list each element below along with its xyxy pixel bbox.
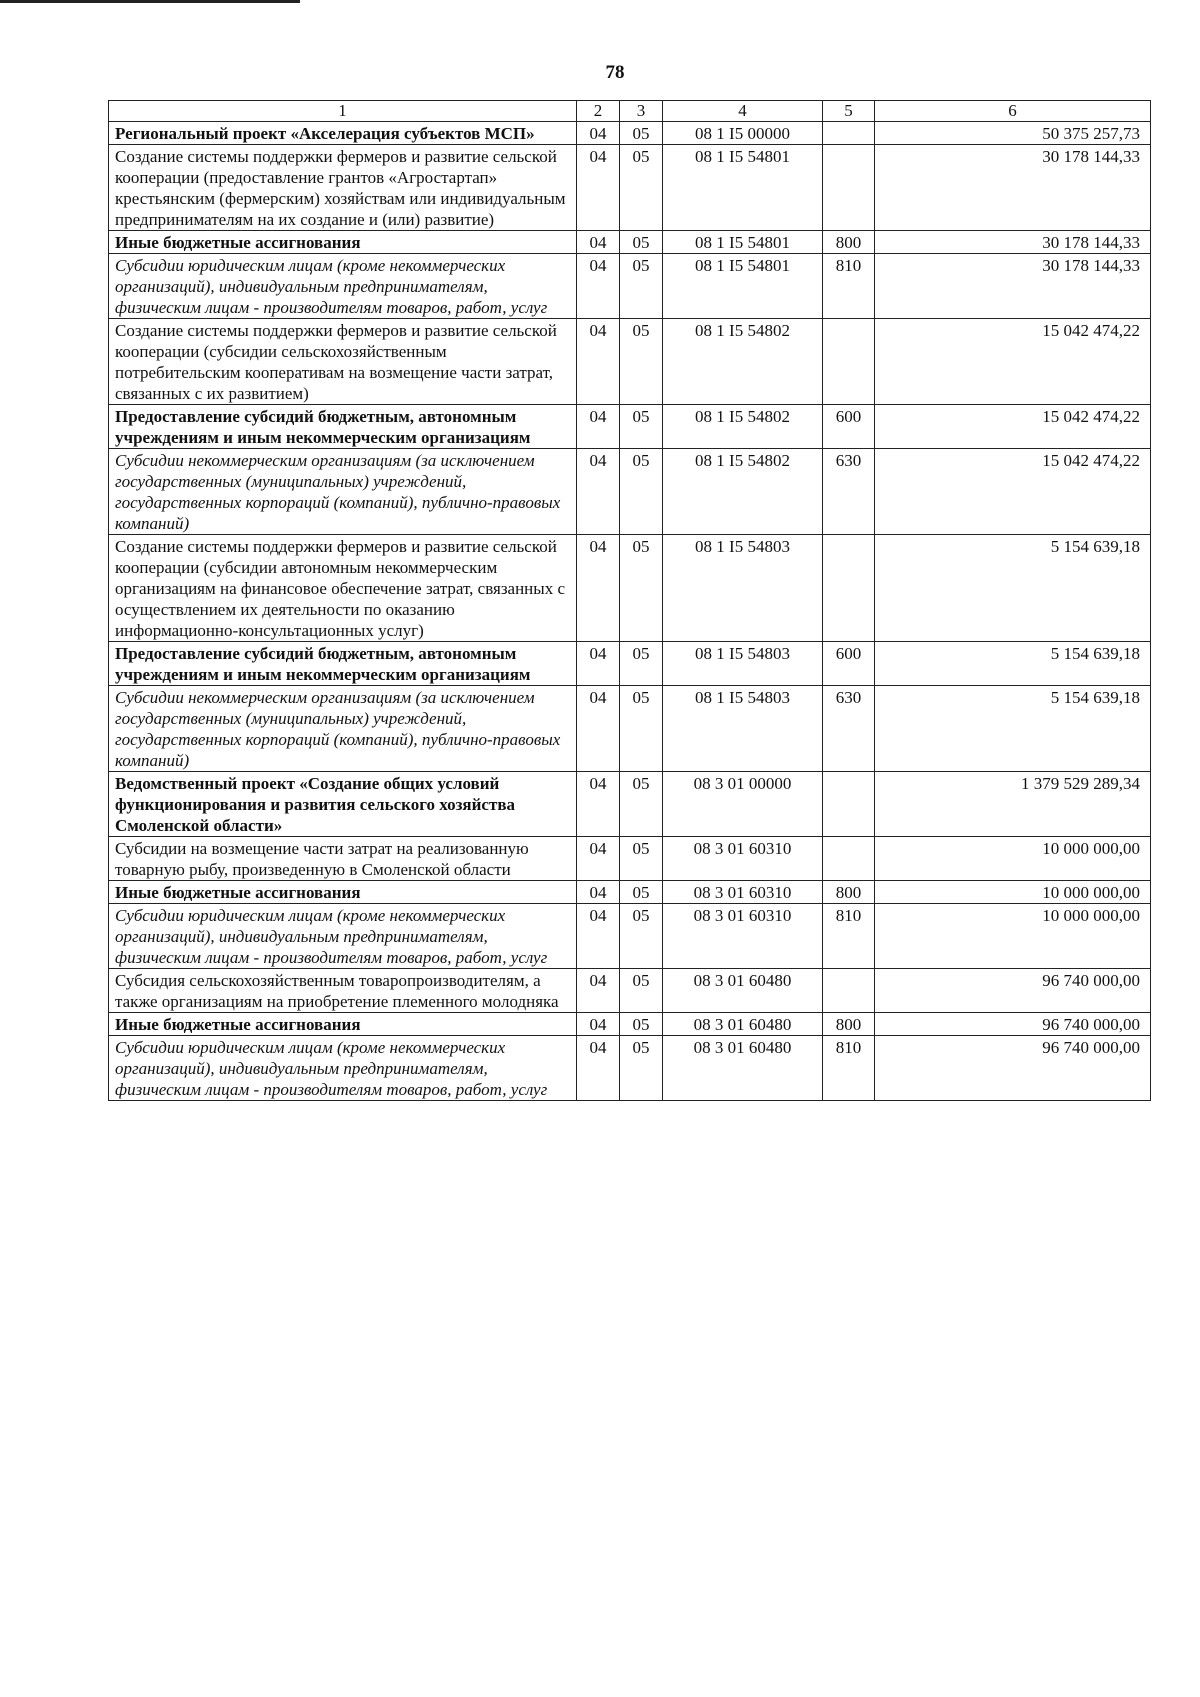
table-header-row — [109, 101, 1151, 122]
row-label: Предоставление субсидий бюджетным, автономным учреждениям и иным некоммерческим организациям — [109, 405, 577, 449]
table-row — [109, 969, 1151, 1013]
row-label: Субсидии юридическим лицам (кроме некоммерческих организаций), индивидуальным предпринимателям, физическим лицам - производителям товаров, работ, услуг — [109, 904, 577, 969]
amount: 50 375 257,73 — [875, 122, 1151, 145]
section-code: 04 — [577, 254, 620, 319]
subsection-code: 05 — [620, 969, 663, 1013]
table-row — [109, 686, 1151, 772]
expense-type-code: 600 — [823, 405, 875, 449]
table-row — [109, 1036, 1151, 1101]
expense-type-code: 800 — [823, 881, 875, 904]
amount: 96 740 000,00 — [875, 1013, 1151, 1036]
target-article-code: 08 1 I5 54803 — [663, 535, 823, 642]
section-code: 04 — [577, 881, 620, 904]
table-row — [109, 254, 1151, 319]
subsection-code: 05 — [620, 319, 663, 405]
amount: 5 154 639,18 — [875, 686, 1151, 772]
target-article-code: 08 1 I5 54803 — [663, 686, 823, 772]
section-code: 04 — [577, 1013, 620, 1036]
amount: 30 178 144,33 — [875, 231, 1151, 254]
top-edge-line — [0, 0, 300, 3]
target-article-code: 08 3 01 60310 — [663, 881, 823, 904]
expense-type-code — [823, 837, 875, 881]
row-label: Субсидии юридическим лицам (кроме некоммерческих организаций), индивидуальным предпринимателям, физическим лицам - производителям товаров, работ, услуг — [109, 1036, 577, 1101]
row-label: Ведомственный проект «Создание общих условий функционирования и развития сельского хозяйства Смоленской области» — [109, 772, 577, 837]
section-code: 04 — [577, 969, 620, 1013]
section-code: 04 — [577, 535, 620, 642]
expense-type-code: 630 — [823, 449, 875, 535]
target-article-code: 08 3 01 60310 — [663, 837, 823, 881]
subsection-code: 05 — [620, 686, 663, 772]
section-code: 04 — [577, 231, 620, 254]
table-row — [109, 904, 1151, 969]
expense-type-code — [823, 535, 875, 642]
row-label: Предоставление субсидий бюджетным, автономным учреждениям и иным некоммерческим организациям — [109, 642, 577, 686]
subsection-code: 05 — [620, 881, 663, 904]
header-cell: 5 — [823, 101, 875, 122]
header-cell: 1 — [109, 101, 577, 122]
expense-type-code — [823, 772, 875, 837]
target-article-code: 08 3 01 00000 — [663, 772, 823, 837]
target-article-code: 08 1 I5 54801 — [663, 145, 823, 231]
row-label: Иные бюджетные ассигнования — [109, 1013, 577, 1036]
section-code: 04 — [577, 145, 620, 231]
row-label: Создание системы поддержки фермеров и развитие сельской кооперации (субсидии автономным некоммерческим организациям на финансовое обеспечение затрат, связанных с осуществлением их деятельности по оказанию информационно-консультационных услуг) — [109, 535, 577, 642]
target-article-code: 08 1 I5 54803 — [663, 642, 823, 686]
table-row — [109, 231, 1151, 254]
budget-table — [108, 100, 1151, 1101]
target-article-code: 08 1 I5 54802 — [663, 405, 823, 449]
table-row — [109, 535, 1151, 642]
subsection-code: 05 — [620, 904, 663, 969]
subsection-code: 05 — [620, 535, 663, 642]
section-code: 04 — [577, 904, 620, 969]
table-row — [109, 319, 1151, 405]
amount: 15 042 474,22 — [875, 405, 1151, 449]
row-label: Субсидии юридическим лицам (кроме некоммерческих организаций), индивидуальным предпринимателям, физическим лицам - производителям товаров, работ, услуг — [109, 254, 577, 319]
header-cell: 3 — [620, 101, 663, 122]
amount: 10 000 000,00 — [875, 904, 1151, 969]
amount: 96 740 000,00 — [875, 1036, 1151, 1101]
expense-type-code: 800 — [823, 231, 875, 254]
amount: 30 178 144,33 — [875, 145, 1151, 231]
section-code: 04 — [577, 122, 620, 145]
section-code: 04 — [577, 686, 620, 772]
table-row — [109, 122, 1151, 145]
amount: 10 000 000,00 — [875, 837, 1151, 881]
section-code: 04 — [577, 405, 620, 449]
section-code: 04 — [577, 1036, 620, 1101]
expense-type-code — [823, 319, 875, 405]
subsection-code: 05 — [620, 772, 663, 837]
expense-type-code: 810 — [823, 904, 875, 969]
page-number: 78 — [605, 62, 625, 83]
subsection-code: 05 — [620, 231, 663, 254]
target-article-code: 08 3 01 60480 — [663, 1036, 823, 1101]
expense-type-code: 630 — [823, 686, 875, 772]
expense-type-code — [823, 122, 875, 145]
target-article-code: 08 1 I5 54802 — [663, 319, 823, 405]
expense-type-code — [823, 969, 875, 1013]
table-row — [109, 881, 1151, 904]
expense-type-code: 810 — [823, 254, 875, 319]
expense-type-code: 800 — [823, 1013, 875, 1036]
table-body — [109, 101, 1151, 1101]
target-article-code: 08 3 01 60480 — [663, 1013, 823, 1036]
subsection-code: 05 — [620, 449, 663, 535]
amount: 15 042 474,22 — [875, 449, 1151, 535]
target-article-code: 08 1 I5 54802 — [663, 449, 823, 535]
subsection-code: 05 — [620, 405, 663, 449]
row-label: Создание системы поддержки фермеров и развитие сельской кооперации (предоставление грантов «Агростартап» крестьянским (фермерским) хозяйствам или индивидуальным предпринимателям на их создание и (или) развитие) — [109, 145, 577, 231]
table-row — [109, 772, 1151, 837]
row-label: Региональный проект «Акселерация субъектов МСП» — [109, 122, 577, 145]
subsection-code: 05 — [620, 145, 663, 231]
target-article-code: 08 1 I5 54801 — [663, 254, 823, 319]
target-article-code: 08 1 I5 54801 — [663, 231, 823, 254]
amount: 5 154 639,18 — [875, 535, 1151, 642]
row-label: Субсидии некоммерческим организациям (за исключением государственных (муниципальных) учреждений, государственных корпораций (компаний), публично-правовых компаний) — [109, 449, 577, 535]
subsection-code: 05 — [620, 254, 663, 319]
row-label: Создание системы поддержки фермеров и развитие сельской кооперации (субсидии сельскохозяйственным потребительским кооперативам на возмещение части затрат, связанных с их развитием) — [109, 319, 577, 405]
table-row — [109, 837, 1151, 881]
subsection-code: 05 — [620, 642, 663, 686]
row-label: Субсидия сельскохозяйственным товаропроизводителям, а также организациям на приобретение племенного молодняка — [109, 969, 577, 1013]
section-code: 04 — [577, 319, 620, 405]
section-code: 04 — [577, 642, 620, 686]
amount: 30 178 144,33 — [875, 254, 1151, 319]
amount: 5 154 639,18 — [875, 642, 1151, 686]
expense-type-code: 600 — [823, 642, 875, 686]
section-code: 04 — [577, 449, 620, 535]
subsection-code: 05 — [620, 122, 663, 145]
header-cell: 6 — [875, 101, 1151, 122]
subsection-code: 05 — [620, 1013, 663, 1036]
table-row — [109, 1013, 1151, 1036]
table-row — [109, 449, 1151, 535]
header-cell: 2 — [577, 101, 620, 122]
expense-type-code — [823, 145, 875, 231]
table-row — [109, 405, 1151, 449]
row-label: Субсидии некоммерческим организациям (за исключением государственных (муниципальных) учреждений, государственных корпораций (компаний), публично-правовых компаний) — [109, 686, 577, 772]
target-article-code: 08 1 I5 00000 — [663, 122, 823, 145]
row-label: Иные бюджетные ассигнования — [109, 881, 577, 904]
subsection-code: 05 — [620, 837, 663, 881]
amount: 96 740 000,00 — [875, 969, 1151, 1013]
amount: 15 042 474,22 — [875, 319, 1151, 405]
header-cell: 4 — [663, 101, 823, 122]
target-article-code: 08 3 01 60480 — [663, 969, 823, 1013]
table-row — [109, 145, 1151, 231]
row-label: Субсидии на возмещение части затрат на реализованную товарную рыбу, произведенную в Смоленской области — [109, 837, 577, 881]
target-article-code: 08 3 01 60310 — [663, 904, 823, 969]
section-code: 04 — [577, 772, 620, 837]
subsection-code: 05 — [620, 1036, 663, 1101]
expense-type-code: 810 — [823, 1036, 875, 1101]
amount: 10 000 000,00 — [875, 881, 1151, 904]
row-label: Иные бюджетные ассигнования — [109, 231, 577, 254]
table-row — [109, 642, 1151, 686]
section-code: 04 — [577, 837, 620, 881]
amount: 1 379 529 289,34 — [875, 772, 1151, 837]
